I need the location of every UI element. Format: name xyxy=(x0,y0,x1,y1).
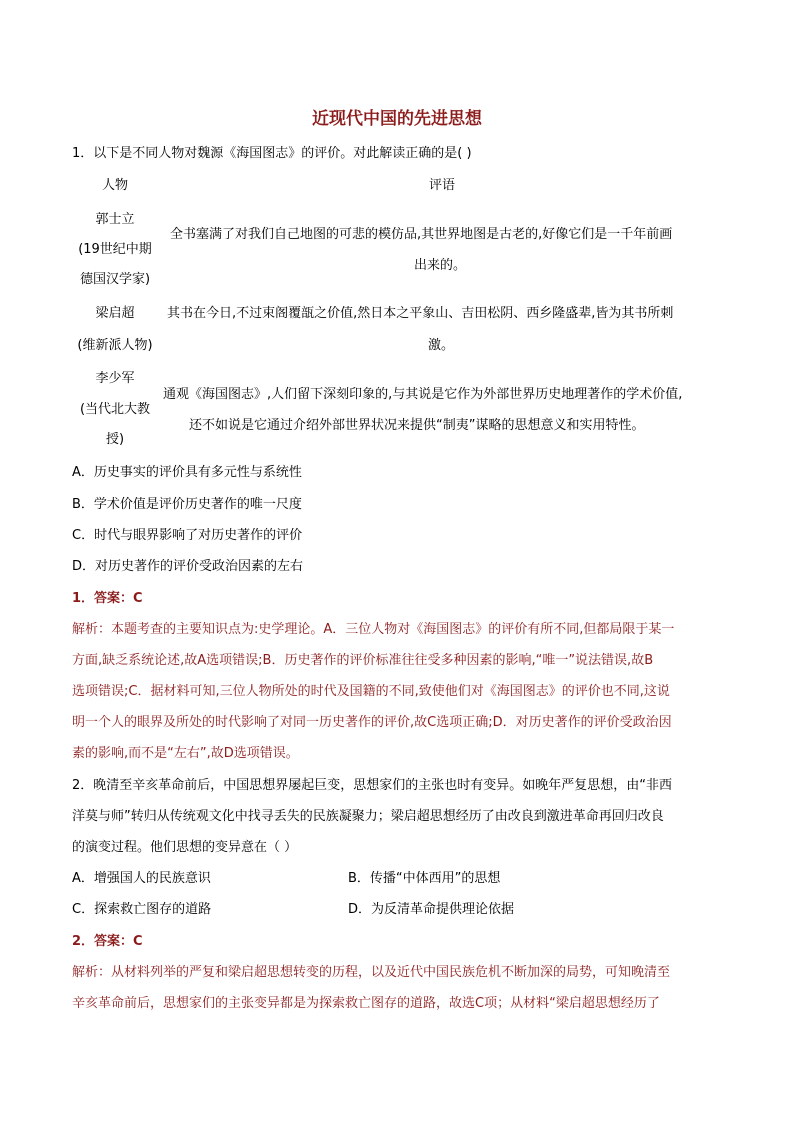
q1-row3-person-desc2: 授) xyxy=(105,432,125,447)
q1-analysis-line2: 方面,缺乏系统论述,故A选项错误;B．历史著作的评价标准往往受多种因素的影响,“唯一”说法错误,故B xyxy=(72,653,654,668)
q1-row2-comment-line2: 激。 xyxy=(428,338,455,353)
q1-table-header-comment: 评语 xyxy=(429,178,456,193)
q1-row2-person-name: 梁启超 xyxy=(95,306,135,321)
q2-stem-line3: 的演变过程。他们思想的变异意在（ ） xyxy=(72,840,298,855)
q1-analysis-line5: 素的影响,而不是“左右”,故D选项错误。 xyxy=(72,746,299,761)
q1-row1-comment-line2: 出来的。 xyxy=(414,258,467,273)
q1-option-d: D．对历史著作的评价受政治因素的左右 xyxy=(72,559,304,574)
q2-option-d: D．为反清革命提供理论依据 xyxy=(348,902,515,917)
q2-answer: 2．答案：C xyxy=(72,934,143,949)
document-title: 近现代中国的先进思想 xyxy=(312,109,482,129)
q1-analysis-line4: 明一个人的眼界及所处的时代影响了对同一历史著作的评价,故C选项正确;D．对历史著作的评价受政治因 xyxy=(72,715,672,730)
q1-option-b: B．学术价值是评价历史著作的唯一尺度 xyxy=(72,497,302,512)
q1-row3-person-name: 李少军 xyxy=(95,371,135,386)
q1-row2-person-desc: (维新派人物) xyxy=(77,338,153,353)
q1-row2-comment-line1: 其书在今日,不过束阁覆瓿之价值,然日本之平象山、吉田松阴、西乡隆盛辈,皆为其书所刺 xyxy=(167,306,674,321)
q1-row1-person-name: 郭士立 xyxy=(95,212,135,227)
q1-row3-comment-line1: 通观《海国图志》,人们留下深刻印象的,与其说是它作为外部世界历史地理著作的学术价值, xyxy=(163,387,683,402)
q2-option-a: A．增强国人的民族意识 xyxy=(72,871,211,886)
q1-option-a: A．历史事实的评价具有多元性与系统性 xyxy=(72,465,302,480)
q1-row1-comment-line1: 全书塞满了对我们自己地图的可悲的模仿品,其世界地图是古老的,好像它们是一千年前画 xyxy=(170,227,673,242)
q1-answer: 1．答案：C xyxy=(72,591,143,606)
q1-row3-person-desc: (当代北大教 xyxy=(79,402,151,417)
q1-option-c: C．时代与眼界影响了对历史著作的评价 xyxy=(72,528,303,543)
q2-option-c: C．探索救亡图存的道路 xyxy=(72,902,212,917)
q2-analysis-line1: 解析：从材料列举的严复和梁启超思想转变的历程，以及近代中国民族危机不断加深的局势，可知晚清至 xyxy=(72,965,671,980)
q2-stem-line2: 洋莫与师”转归从传统观文化中找寻丢失的民族凝聚力；梁启超思想经历了由改良到激进革命再回归改良 xyxy=(72,809,664,824)
q2-stem-line1: 2．晚清至辛亥革命前后，中国思想界屡起巨变，思想家们的主张也时有变异。如晚年严复思想，由“非西 xyxy=(72,778,673,793)
q2-option-b: B．传播“中体西用”的思想 xyxy=(348,871,501,886)
q1-analysis-line3: 选项错误;C．据材料可知,三位人物所处的时代及国籍的不同,致使他们对《海国图志》的评价也不同,这说 xyxy=(72,684,670,699)
q1-analysis-line1: 解析：本题考查的主要知识点为:史学理论。A．三位人物对《海国图志》的评价有所不同,但都局限于某一 xyxy=(72,622,675,637)
q1-row3-comment-line2: 还不如说是它通过介绍外部世界状况来提供“制夷”谋略的思想意义和实用特性。 xyxy=(189,418,645,433)
q1-row1-person-desc2: 德国汉学家) xyxy=(79,272,151,287)
q2-analysis-line2: 辛亥革命前后，思想家们的主张变异都是为探索救亡图存的道路，故选C项；从材料“梁启超思想经历了 xyxy=(72,996,660,1011)
q1-stem: 1．以下是不同人物对魏源《海国图志》的评价。对此解读正确的是( ) xyxy=(72,146,472,161)
q1-table-header-person: 人物 xyxy=(101,178,128,193)
q1-row1-person-desc: (19世纪中期 xyxy=(78,242,152,257)
